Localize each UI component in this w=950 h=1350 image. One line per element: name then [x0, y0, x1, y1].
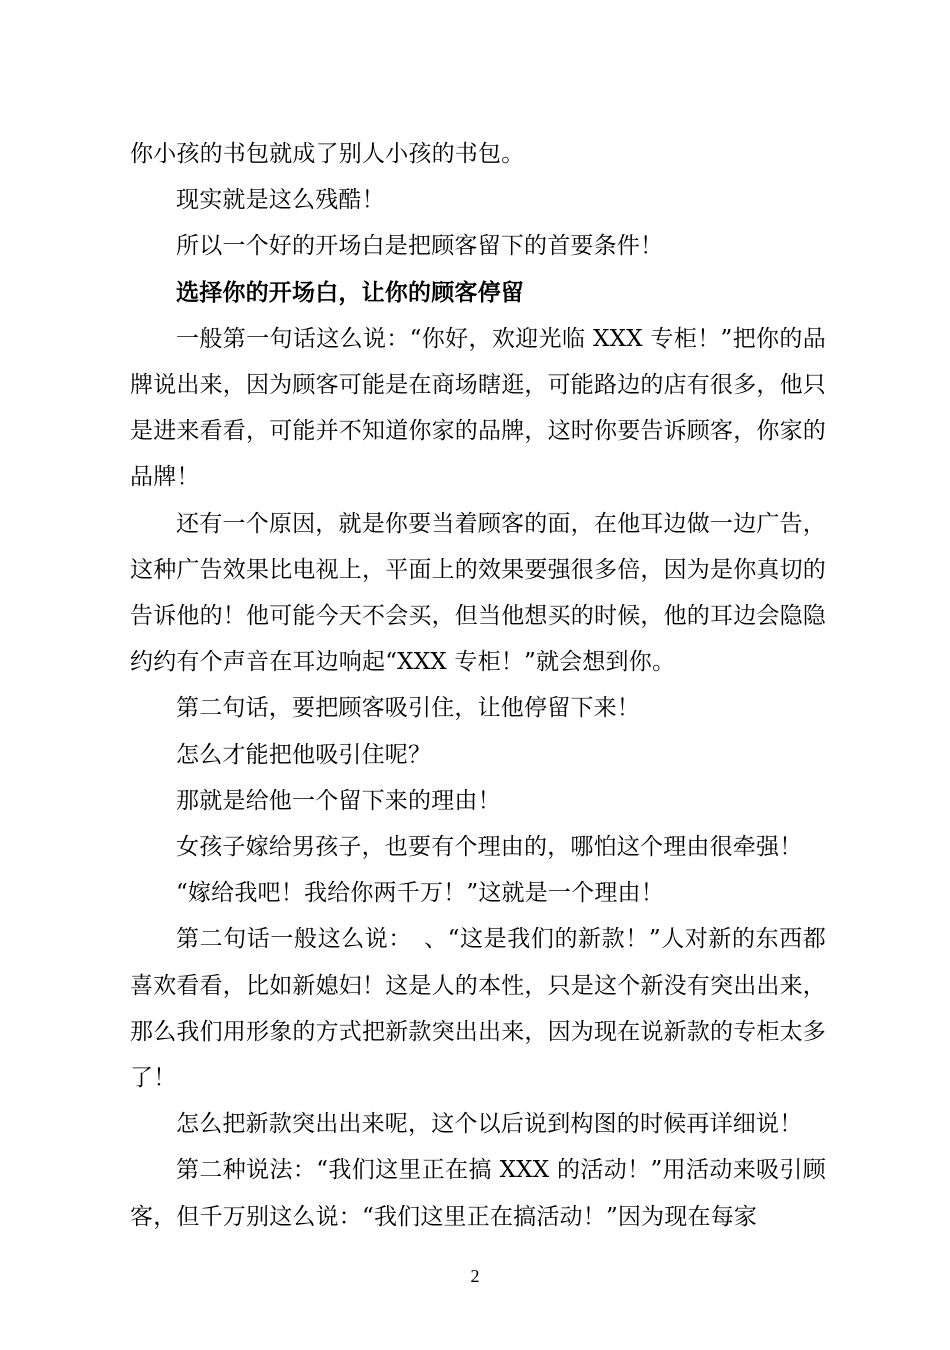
body-text — [130, 131, 826, 1240]
paragraph: 第二种说法：“我们这里正在搞 XXX 的活动！”用活动来吸引顾客，但千万别这么说：“我们这里正在搞活动！”因为现在每家 — [130, 1157, 826, 1230]
paragraph: 一般第一句话这么说：“你好，欢迎光临 XXX 专柜！”把你的品牌说出来，因为顾客可能是在商场瞎逛，可能路边的店有很多，他只是进来看看，可能并不知道你家的品牌，这时你要告诉顾客，你家的品牌！ — [130, 325, 826, 491]
paragraph: 还有一个原因，就是你要当着顾客的面，在他耳边做一边广告，这种广告效果比电视上，平面上的效果要强很多倍，因为是你真切的告诉他的！他可能今天不会买，但当他想买的时候，他的耳边会隐隐约约有个声音在耳边响起“XXX 专柜！”就会想到你。 — [130, 510, 826, 676]
paragraph: 所以一个好的开场白是把顾客留下的首要条件！ — [176, 233, 664, 260]
paragraph: 你小孩的书包就成了别人小孩的书包。 — [130, 141, 525, 167]
paragraph: 那就是给他一个留下来的理由！ — [176, 787, 501, 814]
paragraph: 怎么才能把他吸引住呢？ — [176, 741, 432, 768]
paragraph: “嫁给我吧！我给你两千万！”这就是一个理由！ — [176, 880, 664, 907]
section-heading: 选择你的开场白，让你的顾客停留 — [176, 279, 524, 306]
paragraph: 现实就是这么残酷！ — [176, 187, 385, 214]
paragraph: 第二句话，要把顾客吸引住，让他停留下来！ — [176, 695, 640, 722]
page-number: 2 — [470, 1266, 480, 1286]
paragraph: 怎么把新款突出出来呢，这个以后说到构图的时候再详细说！ — [176, 1111, 803, 1138]
paragraph: 女孩子嫁给男孩子，也要有个理由的，哪怕这个理由很牵强！ — [176, 834, 803, 861]
paragraph: 第二句话一般这么说： 、“这是我们的新款！”人对新的东西都喜欢看看，比如新媳妇！这是人的本性，只是这个新没有突出出来，那么我们用形象的方式把新款突出出来，因为现在说新款的专柜太多了！ — [130, 926, 826, 1092]
